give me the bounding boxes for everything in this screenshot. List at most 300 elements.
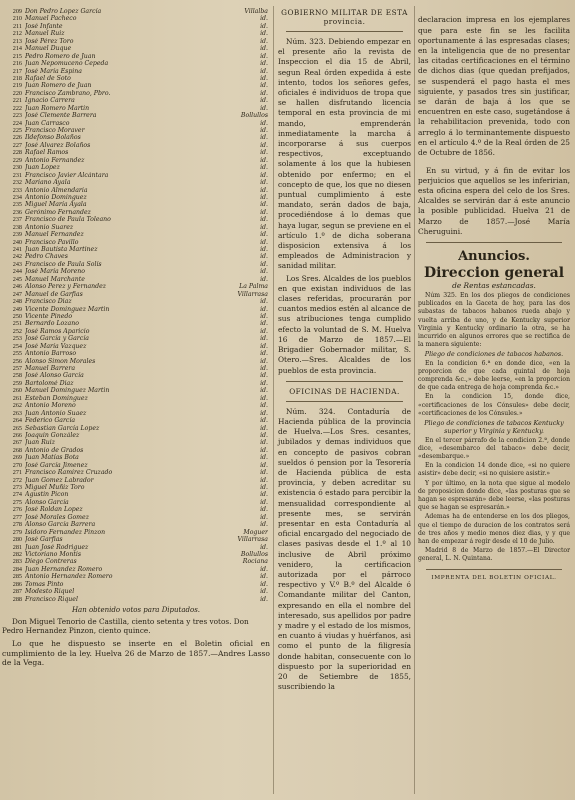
voter-name: Manuel Dominguez Martin — [25, 387, 110, 395]
voter-name: Alonso García Barrera — [25, 521, 96, 529]
voter-town: id. — [260, 268, 268, 276]
voter-town: id. — [260, 469, 268, 477]
voter-town: id. — [260, 208, 268, 216]
imprenta-footer: IMPRENTA DEL BOLETIN OFICIAL. — [431, 574, 557, 581]
voter-number: 281 — [12, 543, 22, 551]
voter-name: Antonio Dominguez — [25, 193, 87, 201]
gobierno-militar-heading: GOBIERNO MILITAR DE ESTA provincia. — [281, 8, 408, 26]
voter-town: id. — [260, 231, 268, 239]
voter-name: Juan Gomez Labrador — [25, 476, 94, 484]
voter-row — [2, 68, 270, 75]
gobierno-militar-body-2: Los Sres. Alcaldes de los pueblos en que existan individuos de las clases referidas, procurarán por cuantos medios estén al alcance de sus atribuciones tenga cumplido efecto la voluntad de S. M. Huelva 16 de Marzo de 1857.—El Brigadier Gobernador militar, S. Otero.—Sres. Alcaldes de los pueblos de esta provincia. — [278, 273, 411, 375]
voter-row — [2, 499, 270, 506]
voter-row — [2, 97, 270, 104]
voter-number: 280 — [12, 536, 22, 544]
voter-row — [2, 60, 270, 67]
voter-name: Manuel Barrera — [25, 365, 76, 372]
voter-row — [2, 544, 270, 551]
voter-name: Rafael Ramos — [25, 149, 69, 157]
voter-number: 285 — [12, 573, 22, 581]
voter-name: José Morales Gomez — [25, 513, 89, 521]
voter-number: 221 — [12, 97, 22, 105]
voter-row — [2, 588, 270, 595]
hacienda-heading: OFICINAS DE HACIENDA. — [289, 386, 400, 396]
voter-town: id. — [260, 439, 268, 447]
voter-row — [2, 253, 270, 260]
voter-town: Bollullos — [240, 550, 268, 558]
voter-town: id. — [260, 305, 268, 313]
voter-number: 234 — [12, 193, 22, 201]
voter-town: id. — [260, 394, 268, 402]
voter-town: id. — [260, 52, 268, 60]
announcement-para: En el tercer párrafo de la condicion 2.ª, donde dice, «desembarco del tabaco» debe decir, «desembarque.» — [418, 436, 570, 460]
voter-name: Federico García — [25, 417, 76, 425]
voter-row — [2, 105, 270, 112]
voter-row — [2, 283, 270, 290]
column-divider — [414, 6, 415, 794]
voter-number: 279 — [12, 528, 22, 536]
voter-number: 224 — [12, 119, 22, 127]
voter-town: id. — [260, 484, 268, 491]
voter-row — [2, 15, 270, 22]
voter-name: José María Moreno — [25, 268, 86, 276]
closing-statement: Lo que he dispuesto se inserte en el Boletin oficial en cumplimiento de la ley. Huelva 26 de Marzo de 1857.—Andres Lasso de la Vega. — [2, 639, 270, 667]
voter-town: id. — [260, 491, 268, 499]
voter-row — [2, 372, 270, 379]
voter-town: id. — [260, 543, 268, 551]
voter-number: 236 — [12, 208, 22, 216]
voter-row — [2, 350, 270, 357]
middle-column — [278, 8, 411, 694]
votes-heading: Han obtenido votos para Diputados. — [71, 606, 201, 614]
voter-number: 233 — [12, 186, 22, 194]
voter-number: 239 — [12, 231, 22, 239]
voter-number: 226 — [12, 134, 22, 142]
voter-town: id. — [260, 580, 268, 588]
voter-name: Miguel María Ayala — [25, 201, 87, 209]
voter-town: id. — [260, 74, 268, 82]
hacienda-closing: En su virtud, y á fin de evitar los perjuicios que aquellos se les inferirian, esta oficina espera del celo de los Sres. Alcaldes se servirán dar á este anuncio la posible publicidad. Huelva 21 de Marzo de 1857.—José María Cheruguini. — [418, 165, 570, 236]
voter-row — [2, 358, 270, 365]
voter-number: 249 — [12, 305, 22, 313]
voter-row — [2, 187, 270, 194]
voter-row — [2, 201, 270, 208]
voter-number: 235 — [12, 201, 22, 209]
voter-row — [2, 172, 270, 179]
voter-name: José Roldan Lopez — [25, 506, 83, 514]
voter-row — [2, 477, 270, 484]
hacienda-continued: declaracion impresa en los ejemplares que para este fin se les facilita oportunamente á las espresadas clases; en la inteligencia que de no presentar las citadas certificaciones en el término de dichos dias (que quedan prefijados, se suspenderá el pago hasta el mes siguiente, y pasados tres sin justificar, se darán de baja á los que se encuentren en este caso, sugetándose á la rehabilitacion prevenida, todo con arreglo á lo terminantemente dispuesto en el artículo 4.º de la Real órden de 25 de Octubre de 1856. — [418, 15, 570, 158]
voter-name: Manuel Marchante — [25, 275, 85, 283]
voter-name: José Pérez Toro — [25, 37, 74, 45]
voter-name: Alonso Perez y Fernandez — [25, 283, 106, 291]
voter-name: Juan Romero de Juan — [25, 82, 92, 90]
voter-name: José María Espina — [25, 67, 82, 75]
voter-number: 246 — [12, 283, 22, 291]
divider — [286, 31, 403, 32]
voter-number: 277 — [12, 513, 22, 521]
gobierno-militar-body: Núm. 323. Debiendo empezar en el presente año la revista de Inspeccion el dia 15 de Abril, segun Real órden expedida á este intento, todos los señores gefes, oficiales é individuos de tropa que se hallen disfrutando licencia temporal en esta provincia de mi mando, emprenderán inmediatamente la marcha á incorporarse á sus cuerpos respectivos, exceptuando solamente á los que la hubiesen obtenido por enfermo; en el concepto de que, los que no diesen puntual cumplimiento á este mandato, serán dados de baja, procediéndose á lo demas que haya lugar, segun se previene en el artículo 1.º de dicha soberana disposicion extensiva á los empleados de Administracion y sanidad militar. — [278, 37, 411, 271]
voter-number: 269 — [12, 454, 22, 462]
voter-name: Antonio Suarez — [25, 223, 74, 231]
voter-row — [2, 536, 270, 543]
voter-name: Juan Hernandez Romero — [25, 565, 103, 573]
voter-town: id. — [260, 149, 268, 157]
voter-number: 283 — [12, 558, 22, 566]
voter-row — [2, 417, 270, 424]
voter-town: id. — [260, 357, 268, 365]
voter-number: 264 — [12, 417, 22, 425]
voter-row — [2, 313, 270, 320]
voter-name: Antonio Almendaria — [25, 186, 88, 194]
divider — [286, 381, 403, 382]
voter-name: José García Jimenez — [25, 461, 88, 469]
voter-town: La Palma — [239, 283, 268, 291]
voter-number: 287 — [12, 588, 22, 596]
votes-result: Don Miguel Tenorio de Castilla, ciento setenta y tres votos. Don Pedro Hernandez Pinzon, ciento quince. — [2, 617, 249, 635]
voter-town: id. — [260, 372, 268, 380]
voter-name: Ildefonso Bolaños — [25, 134, 81, 142]
voter-town: Villalba — [244, 8, 268, 15]
voter-town: id. — [260, 387, 268, 395]
voter-town: id. — [260, 253, 268, 261]
voter-name: Antonio Moreno — [25, 402, 76, 410]
voter-name: José García y García — [25, 335, 89, 343]
voter-town: id. — [260, 193, 268, 201]
voter-row — [2, 425, 270, 432]
announcement-intro: Núm 325. En los dos pliegos de condiciones publicados en la Gaceta de hoy, para las dos subastas de tabacos habanos rueda abajo y vuelta arriba de uno, y de Kentucky superior Virginia y Kentucky ordinario la otra, se ha incurrido en algunos errores que se rectifica de la manera siguiente: — [418, 292, 570, 349]
voter-name: Vicente Dominguez Martin — [25, 305, 110, 313]
voter-number: 258 — [12, 372, 22, 380]
voter-row — [2, 268, 270, 275]
voter-town: id. — [260, 186, 268, 194]
voter-number: 225 — [12, 127, 22, 134]
voter-town: Villarrasa — [237, 290, 268, 298]
voter-number: 265 — [12, 424, 22, 432]
voter-town: id. — [260, 104, 268, 112]
voter-name: Francisco Javier Alcántara — [25, 171, 109, 179]
voter-number: 263 — [12, 409, 22, 417]
voter-number: 273 — [12, 484, 22, 491]
voter-name: Juan Matías Bota — [25, 454, 79, 462]
voter-row — [2, 566, 270, 573]
voter-number: 232 — [12, 179, 22, 187]
voter-number: 275 — [12, 498, 22, 506]
voter-town: id. — [260, 476, 268, 484]
voter-row — [2, 343, 270, 350]
voter-name: Pedro Romero de Juan — [25, 52, 96, 60]
announcement-para: En la condicion 6.ª en donde dice, «en la proporcion de que cada quintal de hoja comprenda &c.,» debe leerse, «en la proporcion de que cada entrega de hoja comprenda &c.» — [418, 359, 570, 392]
voter-town: id. — [260, 424, 268, 432]
voter-number: 230 — [12, 164, 22, 172]
voter-number: 251 — [12, 320, 22, 328]
voter-number: 272 — [12, 476, 22, 484]
voter-row — [2, 462, 270, 469]
voter-row — [2, 395, 270, 402]
voter-town: id. — [260, 45, 268, 53]
voter-row — [2, 261, 270, 268]
voter-name: José Garfias — [25, 536, 63, 544]
voter-town: Bollullos — [240, 112, 268, 120]
voter-name: Manuel Ruiz — [25, 30, 65, 38]
voter-row — [2, 224, 270, 231]
voter-row — [2, 179, 270, 186]
voter-town: id. — [260, 521, 268, 529]
voter-name: José Clemente Barrera — [25, 112, 97, 120]
divider — [286, 401, 403, 402]
voter-town: id. — [260, 365, 268, 372]
voter-row — [2, 157, 270, 164]
voter-name: Francisco Moraver — [25, 127, 85, 134]
voter-town: id. — [260, 127, 268, 134]
voter-town: id. — [260, 67, 268, 75]
voter-name: Francisco Pavillo — [25, 238, 79, 246]
voter-row — [2, 239, 270, 246]
voter-name: Alonso García — [25, 498, 69, 506]
direccion-general-subtitle: de Rentas estancadas. — [452, 281, 536, 291]
voter-name: Miguel Muñiz Toro — [25, 484, 85, 491]
voter-town: id. — [260, 179, 268, 187]
voter-row — [2, 432, 270, 439]
voter-row — [2, 581, 270, 588]
voter-row — [2, 291, 270, 298]
voter-name: Ignacio Carrera — [25, 97, 75, 105]
voter-row — [2, 596, 270, 603]
announcement-para: Ademas ha de entenderse en los dos pliegos, que el tiempo de duracion de los contratos será de tres años y medio menos diez dias, y y que han de empezar á regir desde el 10 de Julio. — [418, 513, 570, 545]
voter-town: Moguer — [243, 528, 268, 536]
voter-number: 241 — [12, 246, 22, 253]
voter-name: José Infante — [25, 22, 63, 30]
voter-row — [2, 506, 270, 513]
voter-row — [2, 306, 270, 313]
voter-name: José Alvarez Bolaños — [25, 141, 91, 149]
announcement-para: En la condicion 15, donde dice, «certificaciones de los Cónsules» debe decir, «certificaciones de los Cónsules.» — [418, 393, 570, 417]
voter-name: Antonio Barroso — [25, 350, 77, 358]
voter-row — [2, 246, 270, 253]
voter-number: 266 — [12, 431, 22, 439]
voter-number: 212 — [12, 30, 22, 38]
voter-row — [2, 164, 270, 171]
voter-number: 248 — [12, 298, 22, 306]
voter-town: id. — [260, 431, 268, 439]
voter-name: Mariano Ayala — [25, 179, 71, 187]
voter-row — [2, 38, 270, 45]
voter-number: 219 — [12, 82, 22, 90]
voter-town: id. — [260, 164, 268, 172]
voter-number: 231 — [12, 171, 22, 179]
voter-number: 223 — [12, 112, 22, 120]
hacienda-body: Núm. 324. Contaduría de Hacienda pública de la provincia de Huelva.—Los Sres. cesantes, jubilados y demas individuos que en concepto de pasivos cobran sueldos ó pension por la Tesorería de Hacienda pública de esta provincia, y deben acreditar su existencia ó estado para percibir la mensualidad correspondiente al presente mes, se servirán presentar en esta Contaduría al oficial encargado del negociado de clases pasivas desde el 1.º al 10 inclusive de Abril próximo venidero, la certificacion autorizada por el párroco respectivo y V.º B.º del Alcalde ó Comandante militar del Canton, expresando en ella el nombre del interesado, sus apellidos por padre y madre y el estado de los mismos, en cuanto á viudas y huérfanos, asi como el punto de la filigresía donde habitan, consecuente con lo dispuesto por la superioridad en 20 de Setiembre de 1855, suscribiendo la — [278, 406, 411, 692]
voter-name: Diego Contreras — [25, 558, 77, 566]
voter-row — [2, 521, 270, 528]
voter-number: 227 — [12, 141, 22, 149]
voter-row — [2, 298, 270, 305]
voter-name: Victoriano Montis — [25, 550, 82, 558]
voter-number: 267 — [12, 439, 22, 447]
voter-town: id. — [260, 402, 268, 410]
voter-name: José Ramos Aparicio — [25, 327, 90, 335]
voter-number: 238 — [12, 223, 22, 231]
voter-town: id. — [260, 506, 268, 514]
voter-number: 245 — [12, 275, 22, 283]
voter-town: id. — [260, 446, 268, 454]
voter-town: Rociana — [242, 558, 268, 566]
voter-row — [2, 573, 270, 580]
voter-number: 250 — [12, 312, 22, 320]
voter-name: José Alonso García — [25, 372, 84, 380]
voter-row — [2, 45, 270, 52]
voter-row — [2, 335, 270, 342]
voter-row — [2, 127, 270, 134]
voter-name: Modesto Riquel — [25, 588, 75, 596]
voter-number: 261 — [12, 394, 22, 402]
voter-row — [2, 491, 270, 498]
voter-name: Manuel Duque — [25, 45, 72, 53]
voter-number: 276 — [12, 506, 22, 514]
voter-town: id. — [260, 238, 268, 246]
divider — [426, 242, 562, 243]
voter-name: Vicente Pinedo — [25, 312, 73, 320]
voter-number: 284 — [12, 565, 22, 573]
voter-number: 247 — [12, 290, 22, 298]
voter-number: 209 — [12, 8, 22, 15]
voter-row — [2, 231, 270, 238]
voter-number: 253 — [12, 335, 22, 343]
voter-row — [2, 514, 270, 521]
voter-town: id. — [260, 156, 268, 164]
voter-number: 229 — [12, 156, 22, 164]
voter-number: 220 — [12, 89, 22, 97]
voter-name: Juan Bautista Martinez — [25, 246, 98, 253]
voter-name: Francisco Zambrano, Pbro. — [25, 89, 111, 97]
voter-row — [2, 410, 270, 417]
direccion-general-title: Direccion general — [423, 265, 565, 282]
announcement-para: En la condicion 14 donde dice, «si no quiere asistir» debe decir, «si no quisiere asistir.» — [418, 462, 570, 478]
voter-number: 252 — [12, 327, 22, 335]
voter-town: id. — [260, 379, 268, 387]
voter-town: id. — [260, 454, 268, 462]
voter-row — [2, 142, 270, 149]
voter-row — [2, 469, 270, 476]
voter-town: id. — [260, 216, 268, 224]
voter-row — [2, 454, 270, 461]
voter-town: id. — [260, 565, 268, 573]
voter-number: 262 — [12, 402, 22, 410]
voter-name: Francisco de Paula Solís — [25, 260, 102, 268]
voter-row — [2, 387, 270, 394]
voter-row — [2, 484, 270, 491]
voter-number: 211 — [12, 22, 22, 30]
voter-name: Rafael de Soto — [25, 74, 71, 82]
voter-town: id. — [260, 573, 268, 581]
voter-name: Antonio de Grados — [25, 446, 84, 454]
voter-name: Juan Nepomuceno Cepeda — [25, 60, 109, 68]
voter-number: 213 — [12, 37, 22, 45]
voter-number: 270 — [12, 461, 22, 469]
voter-row — [2, 439, 270, 446]
voter-town: id. — [260, 275, 268, 283]
voter-town: id. — [260, 119, 268, 127]
voter-number: 240 — [12, 238, 22, 246]
voter-town: id. — [260, 513, 268, 521]
voter-number: 222 — [12, 104, 22, 112]
voter-number: 215 — [12, 52, 22, 60]
voter-name: Francisco Ramirez Cruzado — [25, 469, 113, 477]
voter-row — [2, 365, 270, 372]
voter-town: id. — [260, 171, 268, 179]
voter-number: 256 — [12, 357, 22, 365]
voter-town: id. — [260, 298, 268, 306]
voter-row — [2, 447, 270, 454]
voter-row — [2, 75, 270, 82]
voter-number: 282 — [12, 550, 22, 558]
voter-name: Agustin Picon — [25, 491, 69, 499]
anuncios-heading: Anuncios. — [458, 249, 530, 265]
pliego-kentucky-heading: Pliego de condiciones de tabacos Kentucky superior y Virginia y Kentucky. — [424, 419, 564, 436]
voter-number: 274 — [12, 491, 22, 499]
voter-town: id. — [260, 223, 268, 231]
voter-number: 257 — [12, 365, 22, 372]
voter-name: Don Pedro Lopez García — [25, 8, 102, 15]
voter-number: 244 — [12, 268, 22, 276]
voter-number: 216 — [12, 60, 22, 68]
voter-name: Isidoro Fernandez Pinzon — [25, 528, 106, 536]
voter-name: Alonso Simon Morales — [25, 357, 96, 365]
voter-number: 268 — [12, 446, 22, 454]
voter-name: Antonio Fernandez — [25, 156, 85, 164]
voter-town: id. — [260, 260, 268, 268]
voter-row — [2, 276, 270, 283]
voter-town: id. — [260, 595, 268, 603]
voter-town: id. — [260, 498, 268, 506]
voter-row — [2, 529, 270, 536]
voter-row — [2, 402, 270, 409]
voter-row — [2, 551, 270, 558]
voter-row — [2, 120, 270, 127]
voter-name: Sebastian García Lopez — [25, 424, 100, 432]
voter-row — [2, 82, 270, 89]
voter-row — [2, 112, 270, 119]
voter-number: 286 — [12, 580, 22, 588]
voter-town: Villarrasa — [237, 536, 268, 544]
voter-name: Tomas Pinto — [25, 580, 64, 588]
voter-town: id. — [260, 312, 268, 320]
voter-number: 260 — [12, 387, 22, 395]
voter-name: Manuel Pacheco — [25, 15, 77, 23]
voter-number: 243 — [12, 260, 22, 268]
voter-name: Antonio Hernandez Romero — [25, 573, 113, 581]
voter-row — [2, 23, 270, 30]
voter-row — [2, 380, 270, 387]
voter-name: José María Vazquez — [25, 342, 87, 350]
voter-town: id. — [260, 350, 268, 358]
divider — [426, 569, 562, 570]
voter-town: id. — [260, 97, 268, 105]
voter-name: Esteban Dominguez — [25, 394, 88, 402]
voter-row — [2, 8, 270, 15]
voter-name: Juan José Rodriguez — [25, 543, 89, 551]
announcement-para: Y por último, en la nota que sigue al modelo de proposicion donde dice, «las posturas que se hagan se espresarán» debe leerse, «las posturas que se hagan se espresarán.» — [418, 479, 570, 512]
announcement-signature: Madrid 8 de Marzo de 1857.—El Director general, L. N. Quintana. — [418, 547, 570, 563]
pliego-habanos-heading: Pliego de condiciones de tabacos habanos. — [424, 350, 564, 359]
voter-list — [2, 8, 270, 603]
voter-name: Francisco Riquel — [25, 595, 78, 603]
voter-number: 228 — [12, 149, 22, 157]
voter-row — [2, 558, 270, 565]
voter-town: id. — [260, 60, 268, 68]
voter-name: Francisco de Paula Toleano — [25, 216, 111, 224]
voter-row — [2, 149, 270, 156]
